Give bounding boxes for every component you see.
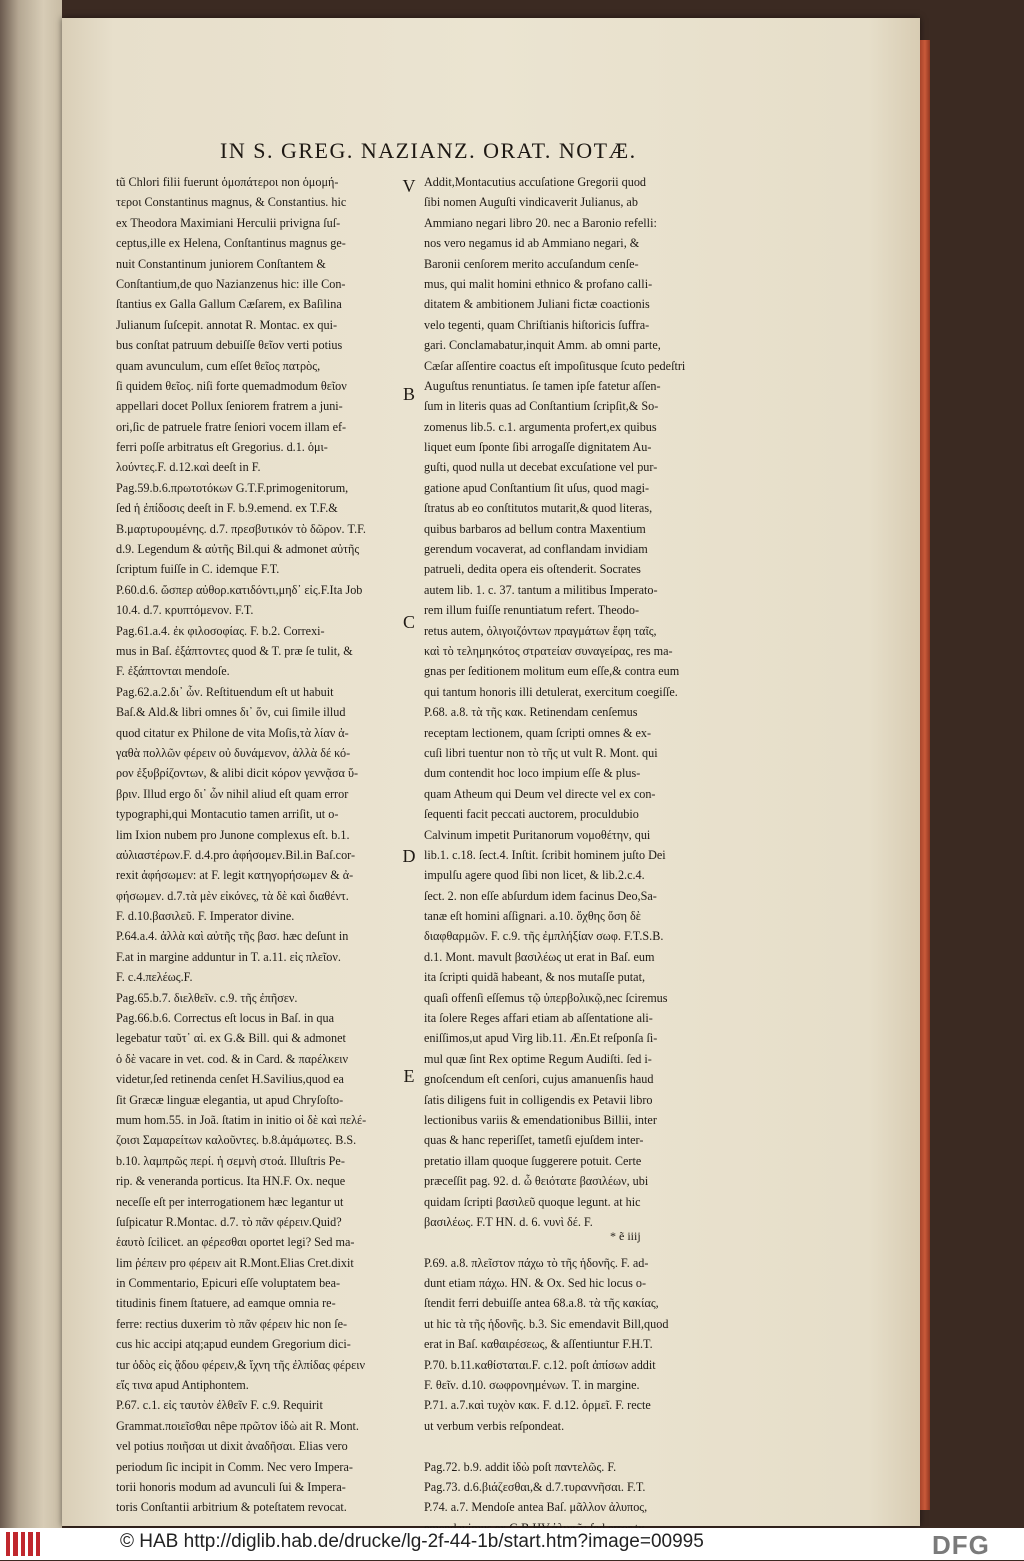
- left-column-line: ὁ δὲ vacare in vet. cod. & in Card. & παρέλκειν: [116, 1051, 349, 1066]
- right-column-line: nos vero negamus id ab Ammiano negari, &: [424, 236, 640, 251]
- right-column-line: impulſu agere quod ſibi non licet, & lib.2.c.4.: [424, 868, 645, 883]
- left-column-line: titudinis finem ſtatuere, ad eamque omnia re-: [116, 1296, 336, 1311]
- left-column-line: F. d.10.βασιλεῦ. F. Imperator divine.: [116, 909, 295, 924]
- right-column-line: Calvinum impetit Puritanorum νομοθέτην, qui: [424, 827, 651, 842]
- margin-letter-v: V: [402, 176, 416, 196]
- right-column-line: βασιλέως. F.T HN. d. 6. νυνὶ δέ. F.: [424, 1214, 593, 1229]
- left-column-line: ρον ἐξυβρίζοντων, & alibi dicit κόρον γεννᾷσα ὕ-: [116, 766, 359, 781]
- left-column-line: ſed ἡ ἐπίδοσις deeſt in F. b.9.emend. ex T.F.&: [116, 501, 338, 516]
- right-column-line: autem lib. 1. c. 37. tantum a militibus Imperato-: [424, 582, 658, 597]
- left-column-line: ſit Græcæ linguæ elegantia, ut apud Chryſoſto-: [116, 1092, 344, 1107]
- left-column-line: ſcriptum fuiſſe in C. idemque F.T.: [116, 562, 280, 577]
- signature-mark: * ẽ iiij: [610, 1229, 641, 1243]
- left-column-line: tũ Chlori filii fuerunt ὁμοπάτεροι non ὁμομή-: [116, 175, 339, 189]
- left-column-line: φήσωμεν. d.7.τὰ μὲν εἰκόνες, τὰ δὲ καὶ διαθέντ.: [116, 888, 349, 903]
- left-column-line: ferre: rectius duxerim τὸ πᾶν φέρειν hic non ſe-: [116, 1316, 348, 1331]
- left-column-line: in Commentario, Epicuri eſſe voluptatem bea-: [116, 1276, 341, 1291]
- right-column-line: P.74. a.7. Mendoſe antea Baſ. μᾶλλον ἀλυπος,: [424, 1500, 648, 1515]
- left-column-line: neceſſe eſt per interrogationem hæc legantur ut: [116, 1194, 344, 1209]
- left-column-line: vel potius ποιῆσαι ut dixit ἀναδῆσαι. Elias vero: [116, 1439, 348, 1454]
- right-column-line: mul quæ ſint Rex optime Regum Audiſti. ſed i-: [424, 1051, 652, 1066]
- left-column-line: βριν. Illud ergo δι᾽ ὧν nihil aliud eſt quam error: [116, 786, 349, 801]
- left-column-line: Julianum ſuſcepit. annotat R. Montac. ex qui-: [116, 317, 338, 332]
- margin-letter-e: E: [403, 1066, 415, 1086]
- left-column-line: quam avunculum, cum eſſet θεῖος πατρὸς,: [116, 358, 321, 373]
- right-column-line: P.71. a.7.καὶ τυχὸν κακ. F. d.12. ὁρμεῖ. F. recte: [424, 1398, 651, 1413]
- left-column-line: 10.4. d.7. κρυπτόμενον. F.T.: [116, 603, 254, 618]
- right-column-line: velo tegenti, quam Chriſtianis hiſtoricis ſuffra-: [424, 317, 650, 332]
- right-column-line: gnoſcendum eſt cenſori, cujus amanuenſis haud: [424, 1072, 654, 1087]
- left-column-line: εἴς τινα apud Antiphontem.: [116, 1378, 249, 1393]
- left-column-line: Pag.61.a.4. ἐκ φιλοσοφίας. F. b.2. Correxi-: [116, 623, 325, 638]
- right-column-line: quibus barbaros ad bellum contra Maxentium: [424, 521, 646, 536]
- left-column-line: F. c.4.πελέως.F.: [116, 970, 193, 985]
- right-column-line: ſect. 2. non eſſe abſurdum idem facinus Deo,Sa-: [424, 888, 657, 903]
- right-column-line: gnas per ſeditionem molitum eum eſſe,& contra eum: [424, 664, 680, 679]
- right-column-line: receptam lectionem, quam ſcripti omnes & ex-: [424, 725, 652, 740]
- right-column-line: eniſſimos,ut apud Virg lib.11. Æn.Et reſponſa ſi-: [424, 1031, 658, 1046]
- left-column-line: B.μαρτυρουμένης. d.7. πρεσβυτικόν τὸ δῶρον. T.F.: [116, 521, 366, 536]
- right-column-line: ſequenti facit peccati auctorem, proculdubio: [424, 807, 639, 822]
- left-column-line: toris Conſtantii arbitrium & poteſtatem revocat.: [116, 1500, 347, 1515]
- left-column-line: mum hom.55. in Joã. ſtatim in initio οἱ δὲ καὶ πελέ-: [116, 1112, 367, 1127]
- right-column-line: qui tantum honoris illi detulerat, exercitum coegiſſe.: [424, 684, 678, 699]
- dfg-logo: DFG: [932, 1530, 990, 1560]
- left-column-line: videtur,ſed retinenda cenſet H.Savilius,quod ea: [116, 1072, 344, 1087]
- right-column-line: cuſi libri tuentur non τὸ τῆς ut vult R. Mont. qui: [424, 745, 658, 760]
- left-column-line: periodum ſic incipit in Comm. Nec vero Impera-: [116, 1459, 353, 1474]
- running-head: IN S. GREG. NAZIANZ. ORAT. NOTÆ.: [220, 138, 637, 163]
- right-column-line: Baronii cenſorem merito accuſandum cenſe-: [424, 256, 639, 271]
- left-column-line: appellari docet Pollux ſeniorem fratrem a juni-: [116, 399, 343, 414]
- left-column-line: Baſ.& Ald.& libri omnes δι᾽ ὅν, cui ſimile illud: [116, 705, 346, 720]
- right-column-line: Pag.72. b.9. addit ἰδὼ poſt παντελῶς. F.: [424, 1459, 617, 1474]
- left-column-line: lim ῥέπειν pro φέρειν ait R.Mont.Elias Cret.dixit: [116, 1255, 354, 1270]
- left-column-line: ſi quidem θεῖος. niſi forte quemadmodum θεῖον: [116, 378, 347, 393]
- left-column-line: tur ὁδὸς εἰς ᾅδου φέρειν,& ἴχνη τῆς ἐλπίδας φέρειν: [116, 1357, 366, 1372]
- right-column-line: dunt etiam πάχω. HN. & Ox. Sed hic locus o-: [424, 1276, 647, 1291]
- left-column-line: F.at in margine adduntur in T. a.11. εἰς πλεῖον.: [116, 949, 341, 964]
- right-column-line: præceſſit pag. 92. d. ὦ θειότατε βασιλέων, ubi: [424, 1174, 649, 1189]
- right-column-line: P.68. a.8. τὰ τῆς κακ. Retinendam cenſemus: [424, 705, 638, 720]
- left-column-line: Pag.62.a.2.δι᾽ ὧν. Reſtituendum eſt ut habuit: [116, 684, 334, 699]
- left-column-line: typographi,qui Montacutio tamen arriſit, ut o-: [116, 807, 339, 822]
- right-column-line: [424, 1232, 716, 1252]
- left-column-line: ἑαυτὸ ſcilicet. an φέρεσθαι oportet legi? Sed ma-: [116, 1235, 355, 1250]
- right-column-line: ut hic τὰ τῆς ἡδονῆς. b.3. Sic emendavit Bill,quod: [424, 1316, 669, 1331]
- right-column-line: lib.1. c.18. ſect.4. Inſtit. ſcribit hominem juſto Dei: [424, 847, 666, 862]
- margin-letter-b: B: [402, 384, 415, 404]
- left-column-line: P.60.d.6. ὥσπερ αὐθορ.κατιδόντι,μηδ᾽ εἰς.F.Ita Job: [116, 582, 363, 597]
- left-column-line: Grammat.ποιεῖσθαι nêpe πρῶτον ἰδὼ ait R. Mont.: [116, 1418, 359, 1433]
- left-column-line: F. ἐξάπτονται mendoſe.: [116, 664, 230, 679]
- right-column-line: pretatio illam quoque ſuggerere potuit. Certe: [424, 1153, 642, 1168]
- right-column-line: quas & hanc reperiſſet, tametſi ejuſdem inter-: [424, 1133, 644, 1148]
- left-column-line: ferri poſſe arbitratus eſt Gregorius. d.1. ὁμι-: [116, 440, 328, 455]
- margin-letter-d: D: [402, 846, 416, 866]
- right-column-line: gari. Conclamabatur,inquit Amm. ab omni parte,: [424, 338, 661, 353]
- left-column-line: ori,ſic de patruele fratre ſeniori vocem illam ef-: [116, 419, 347, 434]
- footer-bar: [0, 1528, 1024, 1560]
- right-column-line: ſtratus ab eo conſtitutos mutarit,& quod literas,: [424, 501, 653, 516]
- right-column-line: rem illum fuiſſe renuntiatum refert. Theodo-: [424, 603, 640, 618]
- left-column-line: Conſtantium,de quo Nazianzenus hic: ille Con-: [116, 276, 346, 291]
- right-column-line: gerendum vocaverat, ad conflandam invidiam: [424, 542, 648, 557]
- right-column-line: ita ſcripti quidã habeant, & nos mutaſſe putat,: [424, 970, 646, 985]
- margin-letter-c: C: [402, 612, 415, 632]
- left-column-line: bus conſtat patruum debuiſſe θεῖον verti potius: [116, 338, 343, 353]
- right-column-line: zomenus lib.5. c.1. argumenta profert,ex quibus: [424, 419, 657, 434]
- left-column-line: λούντες.F. d.12.καὶ deeſt in F.: [116, 460, 261, 475]
- right-column-line: καὶ τὸ τελημηκότος στρατείαν συναγείρας, res ma-: [424, 643, 673, 658]
- right-column-line: d.1. Mont. mavult βασιλέως ut erat in Baſ. eum: [424, 949, 655, 964]
- right-column-line: quaſi offenſi eſſemus τῷ ὑπερβολικῷ,nec ſciremus: [424, 990, 668, 1005]
- left-column-line: rexit ἀφήσωμεν: at F. legit κατηγορήσωμεν & ἀ-: [116, 868, 354, 883]
- right-column-line: ut verbum verbis reſpondeat.: [424, 1418, 565, 1433]
- copyright-url: © HAB http://diglib.hab.de/drucke/lg-2f-44-1b/start.htm?image=00995: [120, 1531, 704, 1552]
- left-column-line: lim Ixion nubem pro Junone complexus eſt. b.1.: [116, 827, 350, 842]
- left-column: [116, 172, 408, 1518]
- red-fore-edge: [920, 40, 930, 1510]
- right-column-line: mus, qui malit homini ethnico & profano calli-: [424, 276, 653, 291]
- left-column-line: γαθὰ πολλῶν φέρειν οὐ δυνάμενον, ἀλλὰ δέ κό-: [116, 745, 351, 760]
- left-column-line: b.10. λαμπρῶς περί. ἡ σεμνὴ στοά. Illuſtris Pe-: [116, 1153, 345, 1168]
- right-column-line: guſti, quod nulla ut decebat excuſatione vel pur-: [424, 460, 658, 475]
- left-column-line: Pag.59.b.6.πρωτοτόκων G.T.F.primogenitorum,: [116, 480, 349, 495]
- right-column-line: dum contendit hoc loco impium eſſe & plus-: [424, 766, 641, 781]
- right-column-line: Auguſtus renuntiatus. ſe tamen ipſe fatetur aſſen-: [424, 378, 661, 393]
- gutter-marks: [2, 90, 22, 170]
- right-column-line: liquet eum ſponte ſibi arrogaſſe dignitatem Au-: [424, 440, 652, 455]
- right-column-line: ita ſolere Reges affari etiam ab aſſentatione ali-: [424, 1011, 653, 1026]
- right-column-line: διαφθαρμῶν. F. c.9. τῆς ἐμπλήξίαν σωφ. F.T.S.B.: [424, 929, 664, 944]
- left-column-line: P.64.a.4. ἀλλὰ καὶ αὐτῆς τῆς βασ. hæc deſunt in: [116, 929, 349, 944]
- right-column-line: ditatem & ambitionem Juliani fictæ coactionis: [424, 297, 650, 312]
- left-column-line: quod citatur ex Philone de vita Moſis,τὰ λίαν ἀ-: [116, 725, 349, 740]
- left-column-line: ſuſpicatur R.Montac. d.7. τὸ πᾶν φέρειν.Quid?: [116, 1214, 342, 1229]
- left-column-line: d.9. Legendum & αὐτῆς Bil.qui & admonet αὐτῆς: [116, 542, 360, 557]
- right-column-line: lectionibus variis & emendationibus Billii, inter: [424, 1112, 657, 1127]
- left-column-line: cus hic accipi atq;apud eundem Gregorium dici-: [116, 1337, 351, 1352]
- left-column-line: ζοισι Σαμαρείτων καλοῦντες. b.8.ἀμάμωτες. B.S.: [116, 1133, 357, 1148]
- left-column-line: rip. & veneranda porticus. Ita HN.F. Ox. neque: [116, 1174, 346, 1189]
- left-column-line: P.67. c.1. εἰς ταυτὸν ἐλθεῖν F. c.9. Requirit: [116, 1398, 323, 1413]
- right-column-line: Pag.73. d.6.βιάζεσθαι,& d.7.τυραννῆσαι. F.T.: [424, 1480, 646, 1494]
- right-column-line: gatione apud Conſtantium ſit uſus, quod magi-: [424, 480, 650, 495]
- left-column-line: ex Theodora Maximiani Herculii privigna ſuſ-: [116, 215, 341, 230]
- hab-logo-icon: [6, 1532, 40, 1556]
- right-column-line: ſtendit ferri debuiſſe antea 68.a.8. τὰ τῆς κακίας,: [424, 1296, 659, 1311]
- right-column-line: retus autem, ὀλιγοιζόντων πραγμάτων ἔφη ταῖς,: [424, 623, 657, 638]
- right-column-line: ſatis diligens fuit in colligendis ex Petavii libro: [424, 1092, 653, 1107]
- left-column-line: Pag.65.b.7. διελθεῖν. c.9. τῆς ἐπῆσεν.: [116, 990, 298, 1005]
- left-column-line: τεροι Constantinus magnus, & Constantius. hic: [116, 195, 347, 210]
- left-column-line: mus in Baſ. ἐξάπτοντες quod & T. præ ſe tulit, &: [116, 643, 353, 658]
- left-column-line: torii honoris modum ad avunculi ſui & Impera-: [116, 1480, 346, 1494]
- right-column-line: quidam ſcripti βασιλεῦ quoque legunt. at hic: [424, 1194, 641, 1209]
- left-column-line: legebatur ταῦτ᾽ αἰ. ex G.& Bill. qui & admonet: [116, 1031, 346, 1046]
- right-column-line: erat in Baſ. καθαιρέσεως, & aſſentiuntur F.H.T.: [424, 1337, 653, 1352]
- right-column-line: Ammiano negari libro 20. nec a Baronio refelli:: [424, 215, 657, 230]
- right-column-line: [424, 1436, 716, 1456]
- right-column-line: F. θεῖν. d.10. σωφρονημένων. T. in margine.: [424, 1378, 640, 1393]
- right-column-line: quam Atheum qui Deum vel directe vel ex con-: [424, 786, 656, 801]
- right-column-line: Addit,Montacutius accuſatione Gregorii quod: [424, 175, 647, 189]
- left-column-line: ſtantius ex Galla Gallum Cæſarem, ex Baſilina: [116, 297, 342, 312]
- left-column-line: Pag.66.b.6. Correctus eſt locus in Baſ. in qua: [116, 1011, 334, 1026]
- right-column-line: ſibi nomen Auguſti vindicaverit Julianus, ab: [424, 195, 638, 210]
- right-column-line: Cæſar aſſentire coactus eſt impoſitusque ſcuto pedeſtri: [424, 358, 686, 373]
- right-column-line: tanæ eſt homini aſſignari. a.10. ὄχθης ὅση δὲ: [424, 909, 641, 924]
- right-column-line: P.69. a.8. πλεῖστον πάχω τὸ τῆς ἡδονῆς. F. ad-: [424, 1255, 649, 1270]
- left-column-line: nuit Constantinum juniorem Conſtantem &: [116, 256, 326, 271]
- right-column-line: ſum in literis quas ad Conſtantium ſcripſit,& So-: [424, 399, 659, 414]
- right-column-line: P.70. b.11.καθίσταται.F. c.12. poſt ἀπίσων addit: [424, 1357, 656, 1372]
- book-left-edge: [0, 0, 62, 1528]
- right-column: [424, 172, 716, 1538]
- left-column-line: ceptus,ille ex Helena, Conſtantinus magnus ge-: [116, 236, 346, 251]
- left-column-line: αὐλιαστέρων.F. d.4.pro ἀφήσομεν.Bil.in Baſ.cor-: [116, 847, 356, 862]
- right-column-line: patrueli, dedita opera eis oſtenderit. Socrates: [424, 562, 641, 577]
